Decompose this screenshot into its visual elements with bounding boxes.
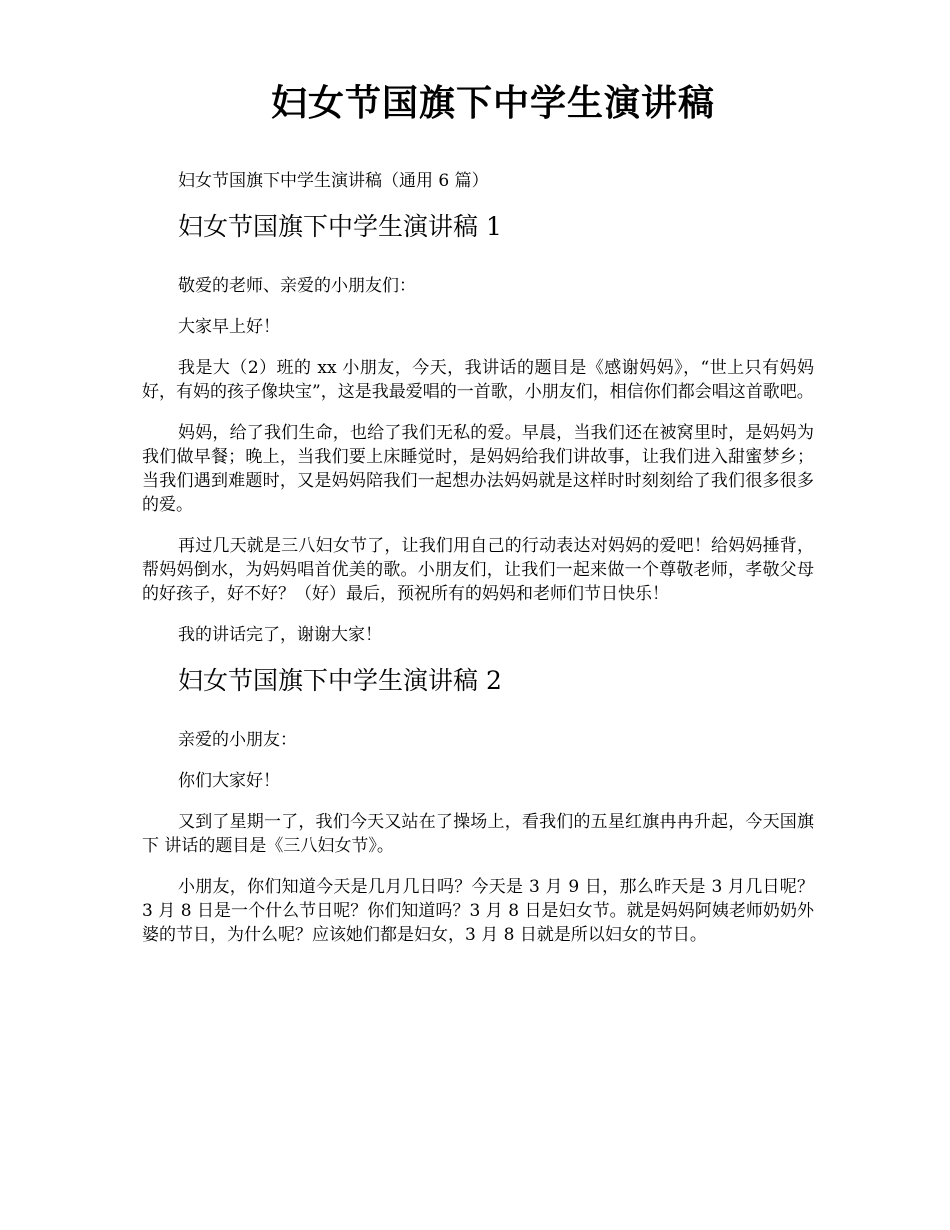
speech-section-2 [142, 664, 814, 947]
paragraph: 我是大（2）班的 xx 小朋友，今天，我讲话的题目是《感谢妈妈》，“世上只有妈妈好，有妈的孩子像块宝”，这是我最爱唱的一首歌，小朋友们，相信你们都会唱这首歌吧。 [142, 358, 814, 402]
paragraph: 再过几天就是三八妇女节了，让我们用自己的行动表达对妈妈的爱吧！给妈妈捶背，帮妈妈倒水，为妈妈唱首优美的歌。小朋友们，让我们一起来做一个尊敬老师，孝敬父母的好孩子，好不好？（好）最后，预祝所有的妈妈和老师们节日快乐！ [142, 536, 814, 604]
paragraph: 妈妈，给了我们生命，也给了我们无私的爱。早晨，当我们还在被窝里时，是妈妈为我们做早餐；晚上，当我们要上床睡觉时，是妈妈给我们讲故事，让我们进入甜蜜梦乡；当我们遇到难题时，又是妈妈陪我们一起想办法妈妈就是这样时时刻刻给了我们很多很多的爱。 [142, 423, 814, 515]
section-heading: 妇女节国旗下中学生演讲稿 1 [178, 212, 502, 241]
paragraph: 你们大家好！ [178, 771, 280, 791]
document-body [142, 168, 814, 964]
paragraph: 小朋友，你们知道今天是几月几日吗？今天是 3 月 9 日，那么昨天是 3 月几日呢？3 月 8 日是一个什么节日呢？你们知道吗？3 月 8 日是妇女节。就是妈妈阿姨老师奶奶外婆的节日，为什么呢？应该她们都是妇女，3 月 8 日就是所以妇女的节日。 [142, 877, 814, 945]
paragraph: 又到了星期一了，我们今天又站在了操场上，看我们的五星红旗冉冉升起，今天国旗下 讲话的题目是《三八妇女节》。 [142, 812, 814, 856]
document-subtitle: 妇女节国旗下中学生演讲稿（通用 6 篇） [178, 171, 489, 191]
paragraph: 亲爱的小朋友： [178, 730, 297, 750]
section-heading: 妇女节国旗下中学生演讲稿 2 [178, 666, 502, 695]
paragraph: 敬爱的老师、亲爱的小朋友们： [178, 276, 416, 296]
paragraph: 我的讲话完了，谢谢大家！ [178, 625, 382, 645]
speech-section-1 [142, 210, 814, 647]
document-title: 妇女节国旗下中学生演讲稿 [270, 82, 715, 124]
paragraph: 大家早上好！ [178, 317, 280, 337]
